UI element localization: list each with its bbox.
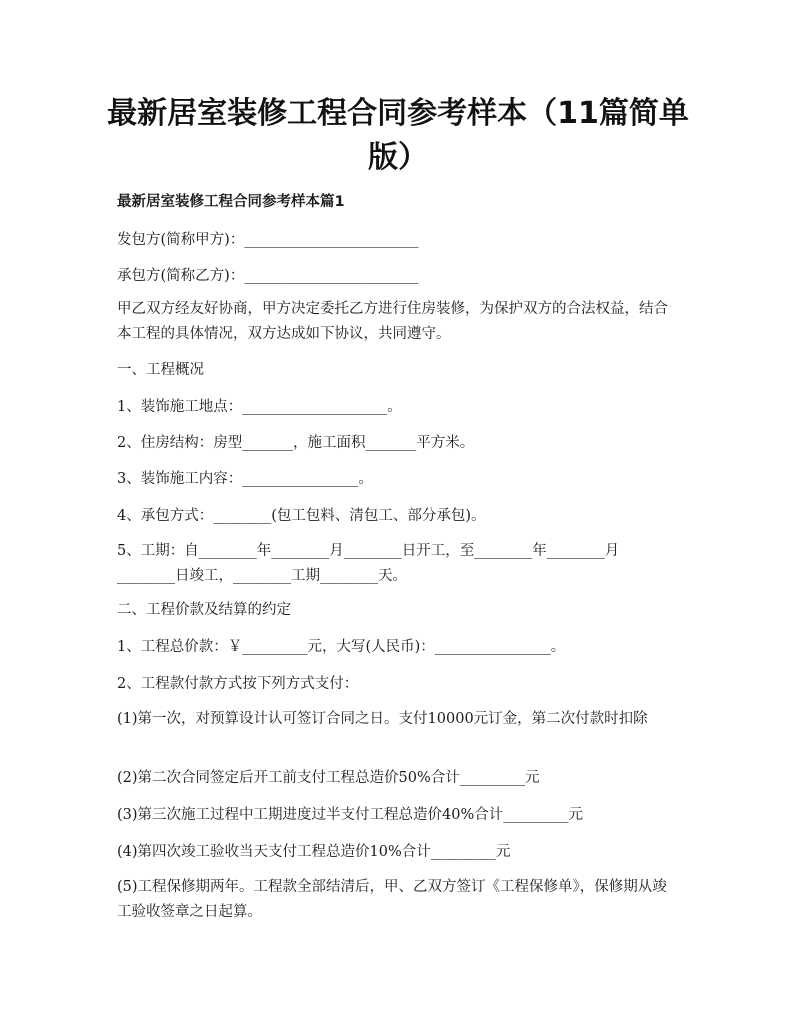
section-two-heading: 二、工程价款及结算的约定 xyxy=(117,602,291,618)
party-a-line: 发包方(简称甲方)：________________________ xyxy=(117,232,419,248)
clause-duration: 5、工期：自________年________月________日开工，至________年________月________日竣工，________工期________天。 xyxy=(117,543,620,584)
clause-total-price: 1、工程总价款：￥_________元，大写(人民币)：________________。 xyxy=(117,639,566,655)
party-b-line: 承包方(简称乙方)：________________________ xyxy=(117,268,419,284)
clause-contract-type: 4、承包方式：________(包工包料、清包工、部分承包)。 xyxy=(117,508,486,524)
payment-item-2: (2)第二次合同签定后开工前支付工程总造价50%合计_________元 xyxy=(117,770,540,786)
clause-content: 3、装饰施工内容：________________。 xyxy=(117,471,373,487)
clause-payment-method: 2、工程款付款方式按下列方式支付： xyxy=(117,676,359,692)
warranty-paragraph: (5)工程保修期两年。工程款全部结清后，甲、乙双方签订《工程保修单》，保修期从竣工验收签章之日起算。 xyxy=(117,879,667,920)
payment-item-4: (4)第四次竣工验收当天支付工程总造价10%合计_________元 xyxy=(117,844,511,860)
payment-item-1: (1)第一次，对预算设计认可签订合同之日。支付10000元订金，第二次付款时扣除 xyxy=(117,711,648,727)
intro-paragraph: 甲乙双方经友好协商，甲方决定委托乙方进行住房装修，为保护双方的合法权益，结合本工程的具体情况，双方达成如下协议，共同遵守。 xyxy=(117,301,668,342)
clause-location: 1、装饰施工地点：____________________。 xyxy=(117,399,402,415)
section-heading: 最新居室装修工程合同参考样本篇1 xyxy=(117,194,345,210)
document-title: 最新居室装修工程合同参考样本（11篇简单版） xyxy=(107,96,689,175)
section-one-heading: 一、工程概况 xyxy=(117,362,204,378)
payment-item-3: (3)第三次施工过程中工期进度过半支付工程总造价40%合计_________元 xyxy=(117,807,584,823)
clause-structure: 2、住房结构：房型_______，施工面积_______平方米。 xyxy=(117,435,475,451)
